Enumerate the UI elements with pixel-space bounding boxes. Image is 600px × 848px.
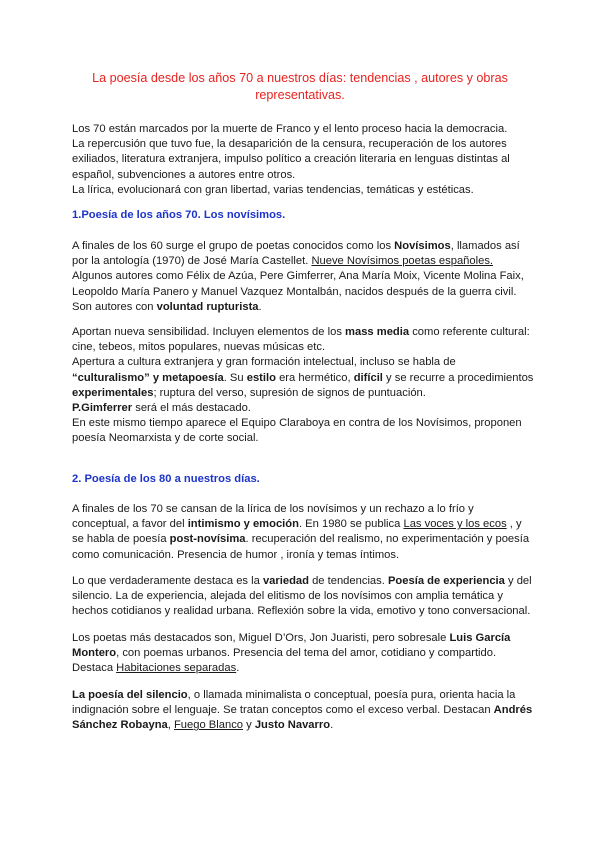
document-title: La poesía desde los años 70 a nuestros días: tendencias , autores y obras representativas. [92, 71, 508, 102]
section-1-heading: 1.Poesía de los años 70. Los novísimos. [72, 209, 286, 221]
intro-paragraph-2: La repercusión que tuvo fue, la desaparición de la censura, recuperación de los autores exiliados, literatura extranjera, impulso político a creación literaria en lenguas distintas al español, subvenciones a autores entre otros. [72, 138, 510, 181]
section-2-paragraph-3: Los poetas más destacados son, Miguel D’Ors, Jon Juaristi, pero sobresale Luis García Montero, con poemas urbanos. Presencia del tema del amor, cotidiano y compartido. Destaca Habitaciones separadas. [72, 632, 511, 675]
section-1-paragraphs [72, 325, 534, 447]
section-2-paragraph-2: Lo que verdaderamente destaca es la variedad de tendencias. Poesía de experiencia y del silencio. La de experiencia, alejada del elitismo de los novísimos con amplia temática y hechos cotidianos y realidad urbana. Reflexión sobre la vida, emotivo y tono conversacional. [72, 575, 532, 618]
intro-paragraph-1: Los 70 están marcados por la muerte de Franco y el lento proceso hacia la democracia. [72, 123, 508, 135]
book-title-habitaciones: Habitaciones separadas [116, 662, 237, 675]
intro-paragraph-3: La lírica, evolucionará con gran libertad, varias tendencias, temáticas y estéticas. [72, 183, 474, 196]
section-1-paragraph-2: Aportan nueva sensibilidad. Incluyen elementos de los mass media como referente cultural: cine, tebeos, mitos populares, nuevas músicas etc. [72, 326, 530, 354]
book-title-las-voces: Las voces y los ecos [403, 518, 507, 531]
intro-block [72, 122, 534, 198]
section-2-heading: 2. Poesía de los 80 a nuestros días. [72, 473, 260, 485]
section-1-paragraph-4: P.Gimferrer será el más destacado. [72, 402, 251, 415]
book-title-fuego-blanco: Fuego Blanco [173, 719, 244, 732]
section-2-paragraph-1: A finales de los 70 se cansan de la lírica de los novísimos y un rechazo a lo frío y conceptual, a favor del intimismo y emoción. En 1980 se publica Las voces y los ecos , y se habla de poesía post-novísima. recuperación del realismo, no experimentación y poesía como comunicación. Presencia de humor , ironía y temas íntimos. [72, 503, 530, 561]
section-1-paragraph-5: En este mismo tiempo aparece el Equipo Claraboya en contra de los Novísimos, proponen poesía Neomarxista y de corte social. [72, 417, 522, 445]
anthology-title-link: Nueve Novísimos poetas españoles. [311, 255, 494, 268]
section-1-paragraph-1: A finales de los 60 surge el grupo de poetas conocidos como los Novísimos, llamados así por la antología (1970) de José María Castellet. Nueve Novísimos poetas españoles. Algunos autores como Félix de Azúa, Pere Gimferrer, Ana María Moix, Vicente Molina Faix, Leopoldo María Panero y Manuel Vazquez Montalbán, nacidos después de la guerra civil. Son autores con voluntad rupturista. [72, 240, 524, 313]
section-1-paragraph-3: Apertura a cultura extranjera y gran formación intelectual, incluso se habla de “culturalismo” y metapoesía. Su estilo era hermético, difícil y se recurre a procedimientos experimentales; ruptura del verso, supresión de signos de puntuación. [72, 356, 534, 399]
section-2-paragraph-4: La poesía del silencio, o llamada minimalista o conceptual, poesía pura, orienta hacia la indignación sobre el lenguaje. Se tratan conceptos como el exceso verbal. Destacan Andrés Sánchez Robayna, Fuego Blanco y Justo Navarro. [72, 689, 533, 732]
